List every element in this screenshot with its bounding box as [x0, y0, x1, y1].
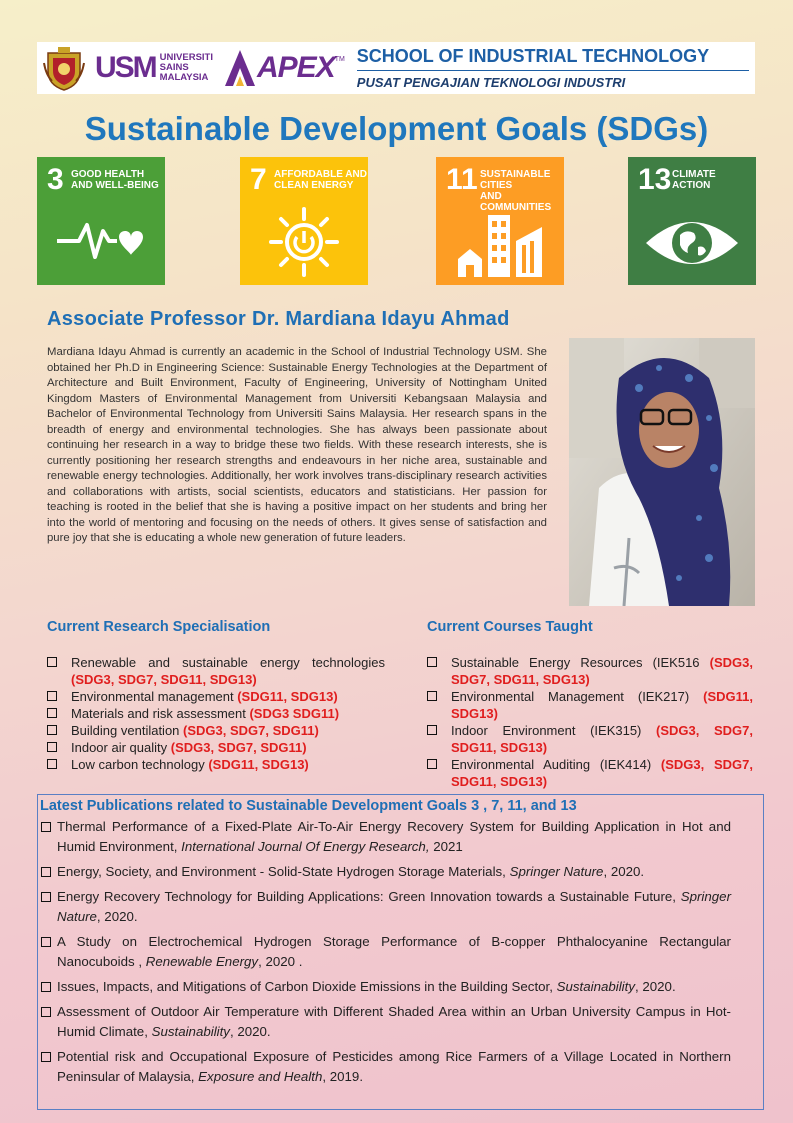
list-item: Building ventilation (SDG3, SDG7, SDG11) — [47, 722, 385, 739]
checkbox-bullet-icon — [41, 1007, 51, 1017]
publication-item: Energy, Society, and Environment - Solid-State Hydrogen Storage Materials, Springer Nature, 2020. — [38, 862, 731, 882]
list-item: Materials and risk assessment (SDG3 SDG11) — [47, 705, 385, 722]
checkbox-bullet-icon — [427, 691, 437, 701]
publication-item: Assessment of Outdoor Air Temperature with Different Shaded Area within an Urban University Campus in Hot-Humid Climate, Sustainability, 2020. — [38, 1002, 731, 1042]
checkbox-bullet-icon — [47, 657, 57, 667]
header-banner — [37, 42, 755, 94]
publication-item: Issues, Impacts, and Mitigations of Carbon Dioxide Emissions in the Building Sector, Sustainability, 2020. — [38, 977, 731, 997]
checkbox-bullet-icon — [47, 725, 57, 735]
school-name-ms: PUSAT PENGAJIAN TEKNOLOGI INDUSTRI — [356, 75, 626, 90]
checkbox-bullet-icon — [41, 982, 51, 992]
heartbeat-icon — [51, 201, 151, 279]
usm-logo: USM UNIVERSITI SAINS MALAYSIA — [95, 51, 213, 84]
publication-item: A Study on Electrochemical Hydrogen Storage Performance of B-copper Phthalocyanine Rectangular Nanocuboids , Renewable Energy, 2020 . — [38, 932, 731, 972]
research-heading: Current Research Specialisation — [47, 619, 271, 635]
usm-crest-logo — [39, 44, 89, 92]
checkbox-bullet-icon — [47, 742, 57, 752]
list-item: Environmental management (SDG11, SDG13) — [47, 688, 385, 705]
checkbox-bullet-icon — [41, 1052, 51, 1062]
professor-photo — [569, 338, 755, 606]
list-item: Low carbon technology (SDG11, SDG13) — [47, 756, 385, 773]
sdg11-tile: 11 SUSTAINABLE CITIES AND COMMUNITIES — [436, 157, 564, 285]
list-item: Indoor air quality (SDG3, SDG7, SDG11) — [47, 739, 385, 756]
sdg3-tile: 3 GOOD HEALTH AND WELL-BEING — [37, 157, 165, 285]
checkbox-bullet-icon — [41, 892, 51, 902]
list-item: Renewable and sustainable energy technologies (SDG3, SDG7, SDG11, SDG13) — [47, 654, 385, 688]
sdg13-tile: 13 CLIMATE ACTION — [628, 157, 756, 285]
city-icon — [450, 201, 550, 279]
courses-heading: Current Courses Taught — [427, 619, 593, 635]
list-item: Sustainable Energy Resources (IEK516 (SDG3, SDG7, SDG11, SDG13) — [427, 654, 753, 688]
checkbox-bullet-icon — [47, 691, 57, 701]
eye-earth-icon — [642, 201, 742, 279]
courses-list — [427, 654, 753, 790]
publications-box — [37, 794, 764, 1110]
sdg7-tile: 7 AFFORDABLE AND CLEAN ENERGY — [240, 157, 368, 285]
checkbox-bullet-icon — [41, 867, 51, 877]
publication-item: Thermal Performance of a Fixed-Plate Air-To-Air Energy Recovery System for Building Application in Hot and Humid Environment, International Journal Of Energy Research, 2021 — [38, 817, 731, 857]
apex-logo: APEX TM — [223, 48, 345, 88]
publication-item: Potential risk and Occupational Exposure of Pesticides among Rice Farmers of a Village Located in Northern Peninsular of Malaysia, Exposure and Health, 2019. — [38, 1047, 731, 1087]
checkbox-bullet-icon — [427, 725, 437, 735]
checkbox-bullet-icon — [427, 657, 437, 667]
list-item: Environmental Auditing (IEK414) (SDG3, SDG7, SDG11, SDG13) — [427, 756, 753, 790]
checkbox-bullet-icon — [47, 708, 57, 718]
list-item: Indoor Environment (IEK315) (SDG3, SDG7, SDG11, SDG13) — [427, 722, 753, 756]
page-title: Sustainable Development Goals (SDGs) — [84, 110, 709, 147]
publications-list — [38, 817, 763, 1087]
publications-heading: Latest Publications related to Sustainable Development Goals 3 , 7, 11, and 13 — [40, 798, 577, 814]
publication-item: Energy Recovery Technology for Building Applications: Green Innovation towards a Sustainable Future, Springer Nature, 2020. — [38, 887, 731, 927]
list-item: Environmental Management (IEK217) (SDG11, SDG13) — [427, 688, 753, 722]
checkbox-bullet-icon — [41, 937, 51, 947]
school-name-en: SCHOOL OF INDUSTRIAL TECHNOLOGY — [357, 46, 749, 71]
biography-text: Mardiana Idayu Ahmad is currently an academic in the School of Industrial Technology USM. She obtained her Ph.D in Engineering Science: Sustainable Energy Technologies at the Department of Architecture and Built Environment, Faculty of Engineering, University of Nottingham United Kingdom Masters of Environmental Management from Universiti Kebangsaan Malaysia and Bachelor of Environmental Technology from Universiti Sains Malaysia. Her research spans in the breadth of energy and environmental technologies. She has always been passionate about continuing her research in a way to bridge these two fields. With these research interests, she is currently positioning her research strengths and endeavours in her niche area, sustainable and renewable energy technologies. Additionally, her work involves trans-disciplinary research activities and collaborations with artists, social scientists, educators and statisticians. Her passion for teaching is rooted in the belief that she is having a positive impact on her students and bring her into the world of mentoring and focusing on the needs of others. It gives sense of satisfaction and pure joy that she is educating a whole new generation of future leaders. — [47, 346, 547, 544]
checkbox-bullet-icon — [47, 759, 57, 769]
professor-name: Associate Professor Dr. Mardiana Idayu Ahmad — [47, 308, 510, 330]
checkbox-bullet-icon — [41, 822, 51, 832]
sun-power-icon — [254, 201, 354, 279]
checkbox-bullet-icon — [427, 759, 437, 769]
research-list — [47, 654, 385, 773]
